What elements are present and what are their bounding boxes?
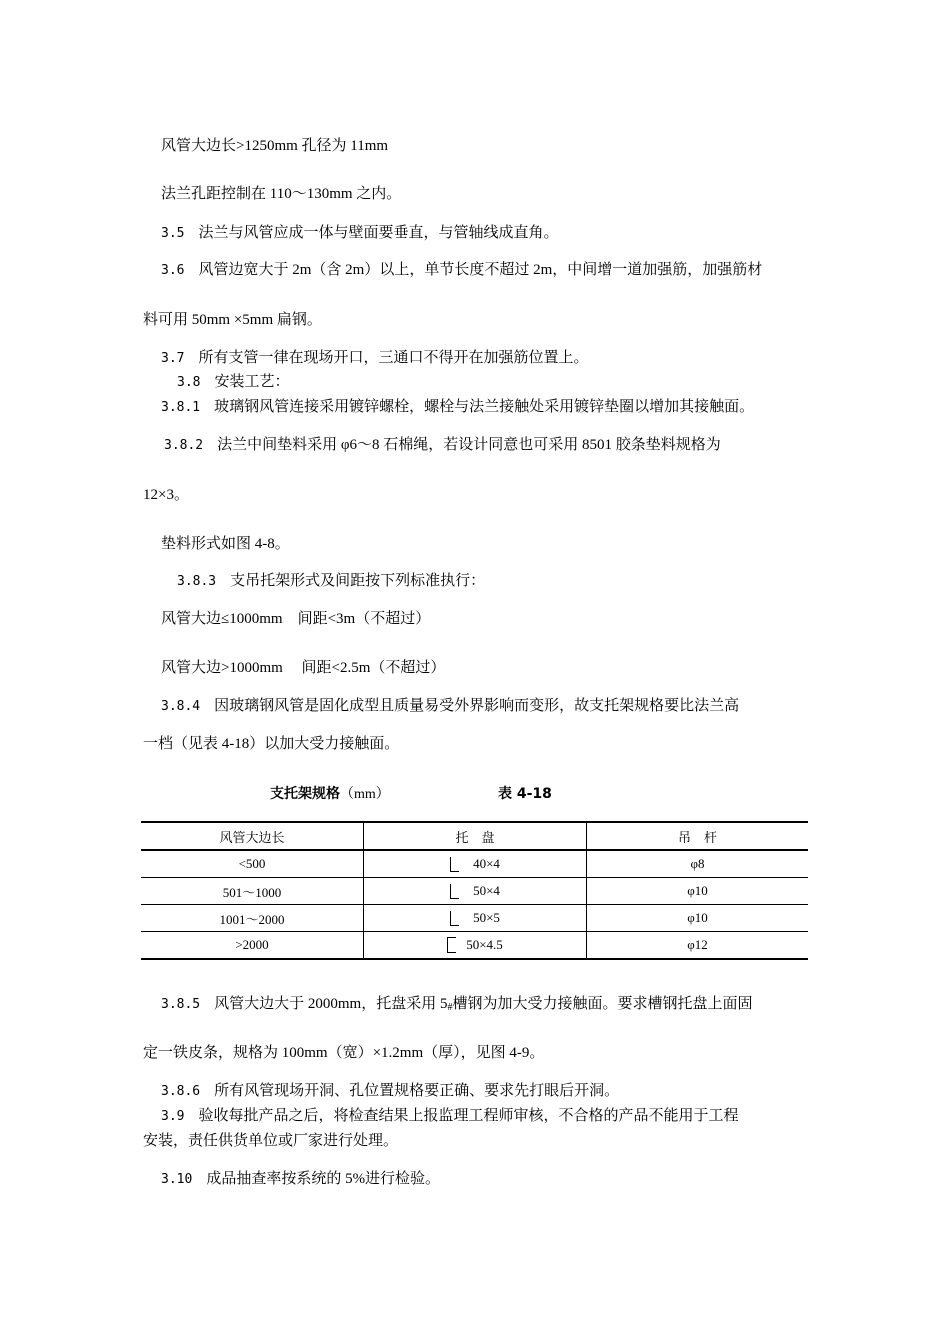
clause-number: 3.8.1	[161, 400, 201, 415]
cell-tray	[364, 905, 587, 932]
clause-3-9	[161, 1106, 739, 1127]
clause-number: 3.6	[161, 263, 185, 278]
tray-size: 50×4.5	[466, 937, 503, 952]
clause-text-b: 槽钢为加大受力接触面。要求槽钢托盘上面固	[452, 996, 753, 1012]
clause-3-8	[177, 372, 290, 393]
clause-number: 3.8.4	[161, 699, 201, 714]
clause-3-8-2-continuation: 12×3。	[143, 487, 189, 503]
tray-size: 50×4	[473, 883, 500, 898]
table-caption-unit: （mm）	[340, 787, 390, 802]
cell-rod: φ12	[587, 932, 809, 960]
clause-text: 所有风管现场开洞、孔位置规格要正确、要求先打眼后开洞。	[214, 1083, 620, 1099]
clause-3-8-6	[161, 1081, 619, 1102]
clause-text: 玻璃钢风管连接采用镀锌螺栓，螺栓与法兰接触处采用镀锌垫圈以增加其接触面。	[214, 399, 755, 415]
clause-3-8-5	[161, 994, 753, 1018]
clause-3-8-1	[161, 397, 754, 418]
clause-text-a: 风管大边大于 2000mm，托盘采用 5	[214, 996, 448, 1012]
cell-duct-edge: >2000	[141, 932, 364, 960]
cell-duct-edge: <500	[141, 850, 364, 878]
header-rod: 吊 杆	[587, 822, 809, 850]
clause-number: 3.8.3	[177, 574, 217, 589]
clause-text: 成品抽查率按系统的 5%进行检验。	[206, 1171, 441, 1187]
clause-3-8-3	[177, 571, 485, 592]
clause-3-8-2	[164, 435, 721, 456]
clause-number: 3.10	[161, 1172, 193, 1187]
tray-size: 50×5	[473, 910, 500, 925]
clause-text: 所有支管一律在现场开口，三通口不得开在加强筋位置上。	[198, 350, 589, 366]
table-header-row	[141, 822, 808, 850]
tray-size: 40×4	[473, 856, 500, 871]
table-caption	[270, 783, 390, 803]
clause-number: 3.8.5	[161, 997, 201, 1012]
clause-number: 3.5	[161, 226, 185, 241]
support-spec-table	[141, 821, 808, 960]
table-caption-title: 支托架规格	[270, 786, 340, 802]
clause-text: 法兰中间垫料采用 φ6～8 石棉绳，若设计同意也可采用 8501 胶条垫料规格为	[217, 437, 721, 453]
angle-steel-icon	[450, 884, 459, 899]
clause-text: 法兰与风管应成一体与壁面要垂直，与管轴线成直角。	[198, 225, 559, 241]
clause-number: 3.8.6	[161, 1084, 201, 1099]
cell-duct-edge: 1001～2000	[141, 905, 364, 932]
clause-3-7	[161, 348, 589, 369]
table-number: 表 4-18	[498, 786, 552, 802]
table-row	[141, 932, 808, 960]
line-flange-spacing: 法兰孔距控制在 110～130mm 之内。	[161, 186, 402, 202]
clause-3-5	[161, 223, 559, 244]
clause-3-10	[161, 1169, 440, 1190]
cell-rod: φ10	[587, 905, 809, 932]
spacing-rule-small: 风管大边≤1000mm 间距<3m（不超过）	[161, 611, 431, 627]
angle-steel-icon	[450, 911, 459, 926]
clause-text: 因玻璃钢风管是固化成型且质量易受外界影响而变形，故支托架规格要比法兰高	[214, 698, 740, 714]
line-hole-diameter: 风管大边长>1250mm 孔径为 11mm	[161, 138, 389, 154]
cell-tray	[364, 850, 587, 878]
table-row	[141, 850, 808, 878]
clause-number: 3.8.2	[164, 438, 204, 453]
header-tray: 托 盘	[364, 822, 587, 850]
clause-3-8-4	[161, 696, 739, 717]
clause-3-6-continuation: 料可用 50mm ×5mm 扁钢。	[143, 312, 322, 328]
clause-text: 安装工艺：	[214, 374, 290, 390]
clause-number: 3.9	[161, 1109, 185, 1124]
cell-tray	[364, 878, 587, 905]
clause-number: 3.7	[161, 351, 185, 366]
cell-rod: φ10	[587, 878, 809, 905]
clause-3-8-2-figure-ref: 垫料形式如图 4-8。	[161, 536, 290, 552]
clause-text: 风管边宽大于 2m（含 2m）以上，单节长度不超过 2m，中间增一道加强筋，加强筋材	[198, 262, 763, 278]
cell-rod: φ8	[587, 850, 809, 878]
header-duct-edge: 风管大边长	[141, 822, 364, 850]
cell-duct-edge: 501～1000	[141, 878, 364, 905]
clause-3-8-5-continuation: 定一铁皮条，规格为 100mm（宽）×1.2mm（厚），见图 4-9。	[143, 1045, 545, 1061]
channel-grade-mark: #	[447, 1002, 453, 1013]
clause-text: 验收每批产品之后，将检查结果上报监理工程师审核，不合格的产品不能用于工程	[198, 1108, 739, 1124]
spacing-rule-large: 风管大边>1000mm 间距<2.5m（不超过）	[161, 660, 446, 676]
channel-steel-icon	[447, 937, 456, 953]
clause-3-8-4-continuation: 一档（见表 4-18）以加大受力接触面。	[143, 736, 400, 752]
cell-tray	[364, 932, 587, 960]
table-row	[141, 905, 808, 932]
angle-steel-icon	[450, 857, 459, 872]
clause-number: 3.8	[177, 375, 201, 390]
table-row	[141, 878, 808, 905]
clause-text: 支吊托架形式及间距按下列标准执行：	[230, 573, 486, 589]
clause-3-6	[161, 260, 762, 281]
clause-3-9-continuation: 安装，责任供货单位或厂家进行处理。	[143, 1133, 399, 1149]
